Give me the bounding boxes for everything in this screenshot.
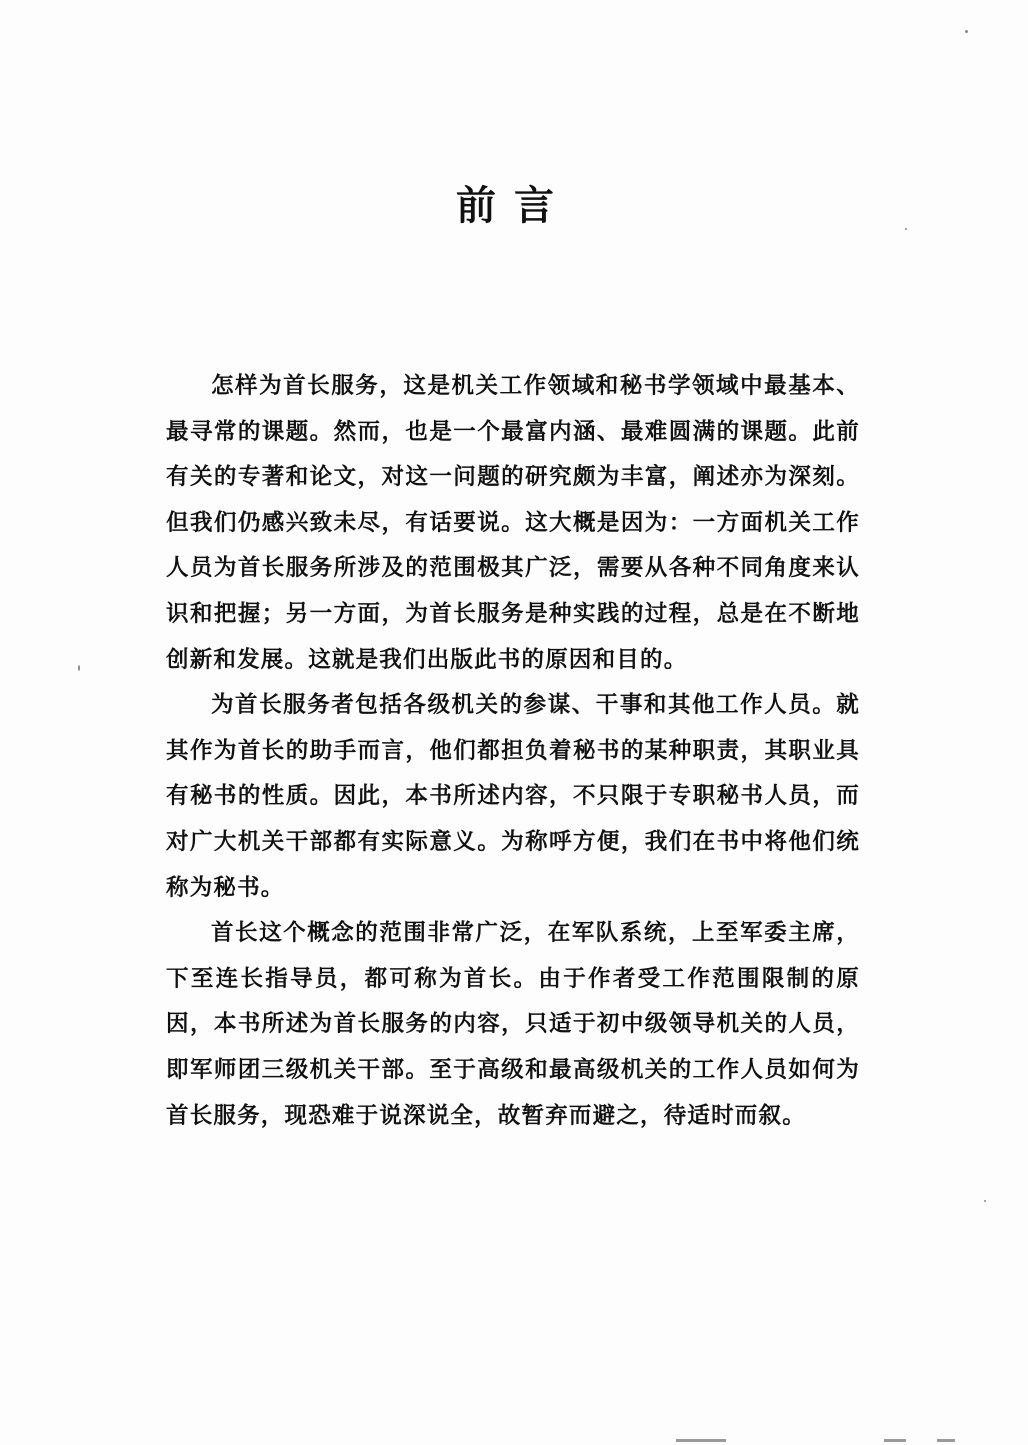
scan-speck [78,665,80,671]
scan-speck [905,228,907,230]
scan-edge-mark [676,1439,726,1442]
paragraph-3: 首长这个概念的范围非常广泛，在军队系统，上至军委主席，下至连长指导员，都可称为首长。由于作者受工作范围限制的原因，本书所述为首长服务的内容，只适于初中级领导机关的人员，即军师团三级机关干部。至于高级和最高级机关的工作人员如何为首长服务，现恐难于说深说全，故暂弃而避之，待适时而叙。 [166,920,860,1129]
paragraph-1: 怎样为首长服务，这是机关工作领域和秘书学领域中最基本、最寻常的课题。然而，也是一个最富内涵、最难圆满的课题。此前有关的专著和论文，对这一问题的研究颇为丰富，阐述亦为深刻。但我们仍感兴致未尽，有话要说。这大概是因为：一方面机关工作人员为首长服务所涉及的范围极其广泛，需要从各种不同角度来认识和把握；另一方面，为首长服务是种实践的过程，总是在不断地创新和发展。这就是我们出版此书的原因和目的。 [166,373,860,673]
paragraph-2: 为首长服务者包括各级机关的参谋、干事和其他工作人员。就其作为首长的助手而言，他们都担负着秘书的某种职责，其职业具有秘书的性质。因此，本书所述内容，不只限于专职秘书人员，而对广大机关干部都有实际意义。为称呼方便，我们在书中将他们统称为秘书。 [166,692,860,901]
page-title: 前言 [456,182,572,229]
scan-edge-mark [884,1439,906,1442]
scan-speck [984,1200,986,1202]
scan-edge-mark [937,1439,955,1442]
body-text [166,364,860,1139]
scan-speck [965,30,968,33]
